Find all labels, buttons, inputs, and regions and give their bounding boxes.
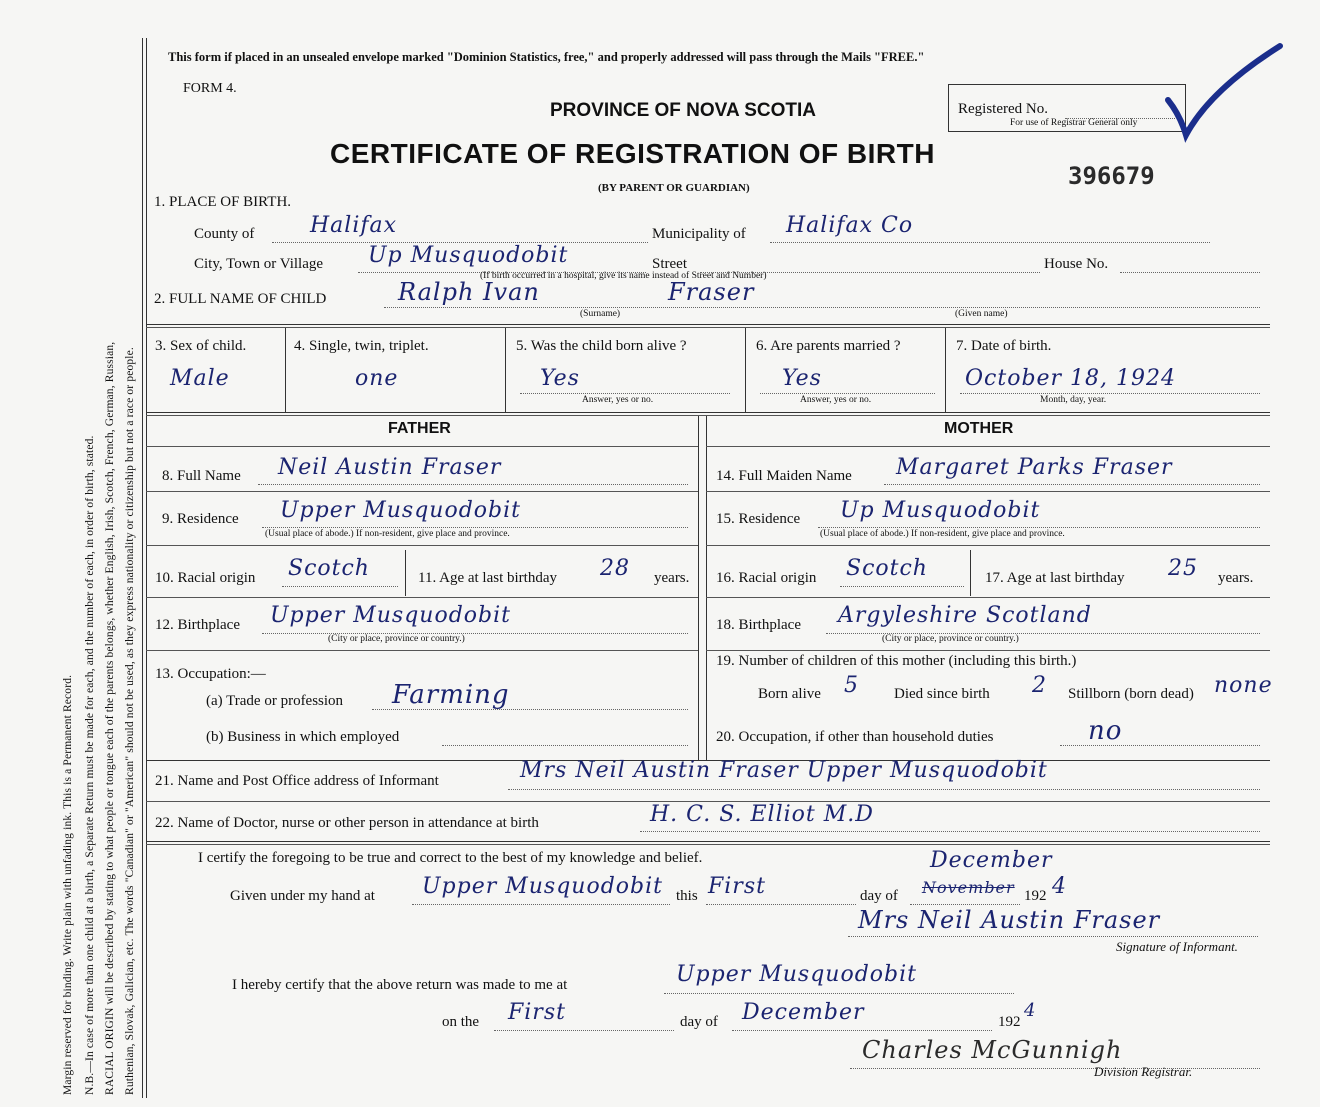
alive-caption: Answer, yes or no. xyxy=(582,395,654,405)
parents-center-line xyxy=(698,416,699,760)
mother-racial-sep xyxy=(970,550,971,596)
father-name-value: Neil Austin Fraser xyxy=(278,455,502,480)
mother-heading-rule xyxy=(706,446,1270,447)
mother-racial-line xyxy=(840,586,964,587)
father-racial-sep xyxy=(405,550,406,596)
hospital-note: (If birth occurred in a hospital, give its name instead of Street and Number) xyxy=(480,271,767,281)
stillborn-value: none xyxy=(1214,673,1273,698)
father-rule-4 xyxy=(146,650,698,651)
province-title: PROVINCE OF NOVA SCOTIA xyxy=(550,100,817,121)
house-label: House No. xyxy=(1044,256,1109,272)
dob-line xyxy=(960,393,1260,394)
registrar-note: For use of Registrar General only xyxy=(1010,118,1138,128)
given-caption: (Given name) xyxy=(955,309,1008,319)
father-racial-label: 10. Racial origin xyxy=(155,570,256,586)
sex-value: Male xyxy=(170,366,230,391)
street-line xyxy=(700,272,1040,273)
died-label: Died since birth xyxy=(894,686,990,702)
signature-line xyxy=(848,936,1258,937)
father-residence-label: 9. Residence xyxy=(162,511,239,527)
father-rule-2 xyxy=(146,545,698,546)
row3-sep1 xyxy=(285,328,286,412)
day-of-label: day of xyxy=(860,888,898,904)
city-label: City, Town or Village xyxy=(194,256,324,272)
municipality-value: Halifax Co xyxy=(786,213,914,238)
father-trade-label: (a) Trade or profession xyxy=(206,693,344,709)
mother-children-label: 19. Number of children of this mother (including this birth.) xyxy=(716,653,1077,669)
house-line xyxy=(1120,272,1260,273)
margin-note-multiple-births: N.B.—In case of more than one child at a birth, a Separate Return must be made for each, and the number of each, in order of birth, stated. xyxy=(84,435,96,1095)
father-birthplace-line xyxy=(262,633,688,634)
mother-racial-value: Scotch xyxy=(846,556,928,581)
mother-name-value: Margaret Parks Fraser xyxy=(896,455,1173,480)
given-place-line xyxy=(412,904,670,905)
day-value: First xyxy=(708,874,766,899)
divider-2 xyxy=(146,412,1270,413)
month-correction: December xyxy=(930,848,1053,873)
form-number: FORM 4. xyxy=(183,81,237,96)
form-left-border-inner xyxy=(146,38,147,1098)
county-label: County of xyxy=(194,226,255,242)
informant-line xyxy=(508,789,1260,790)
stillborn-label: Stillborn (born dead) xyxy=(1068,686,1194,702)
registrar-day-line xyxy=(494,1030,674,1031)
registrar-month-value: December xyxy=(742,1000,865,1025)
informant-value: Mrs Neil Austin Fraser Upper Musquodobit xyxy=(520,758,1048,783)
father-rule-1 xyxy=(146,491,698,492)
father-birthplace-label: 12. Birthplace xyxy=(155,617,240,633)
father-business-label: (b) Business in which employed xyxy=(206,729,400,745)
sex-label: 3. Sex of child. xyxy=(155,338,247,354)
year-digit: 4 xyxy=(1052,874,1067,899)
divider-1 xyxy=(146,324,1270,325)
certificate-title: CERTIFICATE OF REGISTRATION OF BIRTH xyxy=(330,138,935,169)
municipality-line xyxy=(770,242,1210,243)
parents-center-line-2 xyxy=(706,416,707,760)
registered-label: Registered No. xyxy=(958,101,1048,117)
died-value: 2 xyxy=(1032,673,1047,698)
father-residence-caption: (Usual place of abode.) If non-resident, give place and province. xyxy=(265,529,510,539)
mother-name-label: 14. Full Maiden Name xyxy=(716,468,852,484)
given-label: Given under my hand at xyxy=(230,888,375,904)
mother-rule-4 xyxy=(706,650,1270,651)
mother-years-label: years. xyxy=(1218,570,1254,586)
father-rule-3 xyxy=(146,597,698,598)
mother-residence-caption: (Usual place of abode.) If non-resident, give place and province. xyxy=(820,529,1065,539)
mother-occupation-label: 20. Occupation, if other than household duties xyxy=(716,729,994,745)
alive-label: 5. Was the child born alive ? xyxy=(516,338,687,354)
father-age-label: 11. Age at last birthday xyxy=(418,570,557,586)
mother-age-value: 25 xyxy=(1168,556,1198,581)
form-left-border xyxy=(142,38,143,1098)
mother-occupation-value: no xyxy=(1088,716,1123,746)
mother-residence-line xyxy=(818,527,1260,528)
plurality-label: 4. Single, twin, triplet. xyxy=(294,338,429,354)
father-birthplace-caption: (City or place, province or country.) xyxy=(328,634,465,644)
child-name-line xyxy=(384,307,1260,308)
registrar-signature-line xyxy=(850,1068,1260,1069)
month-struck: November xyxy=(922,878,1015,897)
married-value: Yes xyxy=(782,366,822,391)
this-label: this xyxy=(676,888,698,904)
row3-sep3 xyxy=(745,328,746,412)
father-racial-line xyxy=(282,586,398,587)
born-alive-label: Born alive xyxy=(758,686,821,702)
dob-caption: Month, day, year. xyxy=(1040,395,1107,405)
mother-residence-value: Up Musquodobit xyxy=(840,498,1041,523)
mother-heading: MOTHER xyxy=(944,420,1014,437)
married-line xyxy=(760,393,935,394)
divider-2b xyxy=(146,415,1270,416)
municipality-label: Municipality of xyxy=(652,226,746,242)
child-name-label: 2. FULL NAME OF CHILD xyxy=(154,291,327,307)
father-residence-value: Upper Musquodobit xyxy=(280,498,522,523)
mother-rule-1 xyxy=(706,491,1270,492)
mother-rule-3 xyxy=(706,597,1270,598)
place-of-birth-heading: 1. PLACE OF BIRTH. xyxy=(154,194,292,210)
year-prefix: 192 xyxy=(1024,888,1047,904)
mother-birthplace-value: Argyleshire Scotland xyxy=(838,603,1092,628)
divider-5b xyxy=(146,844,1270,845)
mother-rule-2 xyxy=(706,545,1270,546)
alive-line xyxy=(520,393,730,394)
mother-racial-label: 16. Racial origin xyxy=(716,570,817,586)
doctor-line xyxy=(640,831,1260,832)
father-name-label: 8. Full Name xyxy=(162,468,241,484)
mother-birthplace-label: 18. Birthplace xyxy=(716,617,801,633)
father-age-value: 28 xyxy=(600,556,630,581)
mother-age-label: 17. Age at last birthday xyxy=(985,570,1125,586)
margin-note-racial-origin-cont: Ruthenian, Slovak, Galician, etc. The words "Canadian" or "American" should not be used, as they express nationality or citizenship but not a race or people. xyxy=(124,347,136,1095)
mail-notice: This form if placed in an unsealed envelope marked "Dominion Statistics, free," and properly addressed will pass through the Mails "FREE." xyxy=(168,50,925,64)
margin-note-racial-origin: RACIAL ORIGIN will be described by stating to what people or tongue each of the parents belongs, whether English, Irish, Scotch, French, German, Russian, xyxy=(104,341,116,1095)
married-label: 6. Are parents married ? xyxy=(756,338,901,354)
plurality-value: one xyxy=(355,366,399,391)
father-occupation-label: 13. Occupation:— xyxy=(155,666,266,682)
mother-birthplace-caption: (City or place, province or country.) xyxy=(882,634,1019,644)
city-value: Up Musquodobit xyxy=(368,243,569,268)
surname-caption: (Surname) xyxy=(580,309,621,319)
father-racial-value: Scotch xyxy=(288,556,370,581)
registrar-statement: I hereby certify that the above return was made to me at xyxy=(232,977,568,993)
father-heading-rule xyxy=(146,446,698,447)
registrar-signature: Charles McGunnigh xyxy=(862,1036,1123,1064)
registrar-place-line xyxy=(664,993,1014,994)
month-line xyxy=(910,904,1020,905)
certificate-number: 396679 xyxy=(1068,162,1155,190)
day-line xyxy=(706,904,856,905)
father-name-line xyxy=(258,484,688,485)
father-years-label: years. xyxy=(654,570,690,586)
signature-caption: Signature of Informant. xyxy=(1116,939,1238,954)
divider-1b xyxy=(146,327,1270,328)
certificate-subtitle: (BY PARENT OR GUARDIAN) xyxy=(598,182,750,194)
doctor-label: 22. Name of Doctor, nurse or other person in attendance at birth xyxy=(155,815,539,831)
father-birthplace-value: Upper Musquodobit xyxy=(270,603,512,628)
divider-5 xyxy=(146,841,1270,842)
check-mark-icon xyxy=(1150,40,1310,160)
mother-name-line xyxy=(884,484,1260,485)
dob-value: October 18, 1924 xyxy=(965,366,1177,391)
born-alive-value: 5 xyxy=(844,673,859,698)
father-heading: FATHER xyxy=(388,420,451,437)
registrar-on-label: on the xyxy=(442,1014,480,1030)
registrar-place-value: Upper Musquodobit xyxy=(676,962,918,987)
child-given-names: Ralph Ivan xyxy=(398,278,540,306)
father-business-line xyxy=(442,745,688,746)
child-surname: Fraser xyxy=(668,278,755,306)
registrar-year-digit: 4 xyxy=(1024,1000,1037,1021)
registrar-day-label: day of xyxy=(680,1014,718,1030)
registrar-month-line xyxy=(732,1030,992,1031)
registrar-day-value: First xyxy=(508,1000,566,1025)
margin-note-binding: Margin reserved for binding. Write plain with unfading ink. This is a Permanent Record. xyxy=(62,674,74,1095)
mother-residence-label: 15. Residence xyxy=(716,511,801,527)
row3-sep2 xyxy=(505,328,506,412)
dob-label: 7. Date of birth. xyxy=(956,338,1052,354)
given-place-value: Upper Musquodobit xyxy=(422,874,664,899)
registrar-year-prefix: 192 xyxy=(998,1014,1021,1030)
certify-statement: I certify the foregoing to be true and correct to the best of my knowledge and belief. xyxy=(198,850,703,866)
father-residence-line xyxy=(262,527,688,528)
married-caption: Answer, yes or no. xyxy=(800,395,872,405)
doctor-value: H. C. S. Elliot M.D xyxy=(650,802,874,827)
county-value: Halifax xyxy=(310,213,398,238)
father-trade-value: Farming xyxy=(392,680,510,710)
informant-signature: Mrs Neil Austin Fraser xyxy=(858,906,1161,934)
alive-value: Yes xyxy=(540,366,580,391)
street-label: Street xyxy=(652,256,687,272)
registrar-caption: Division Registrar. xyxy=(1094,1064,1193,1079)
informant-label: 21. Name and Post Office address of Informant xyxy=(155,773,439,789)
row3-sep4 xyxy=(945,328,946,412)
